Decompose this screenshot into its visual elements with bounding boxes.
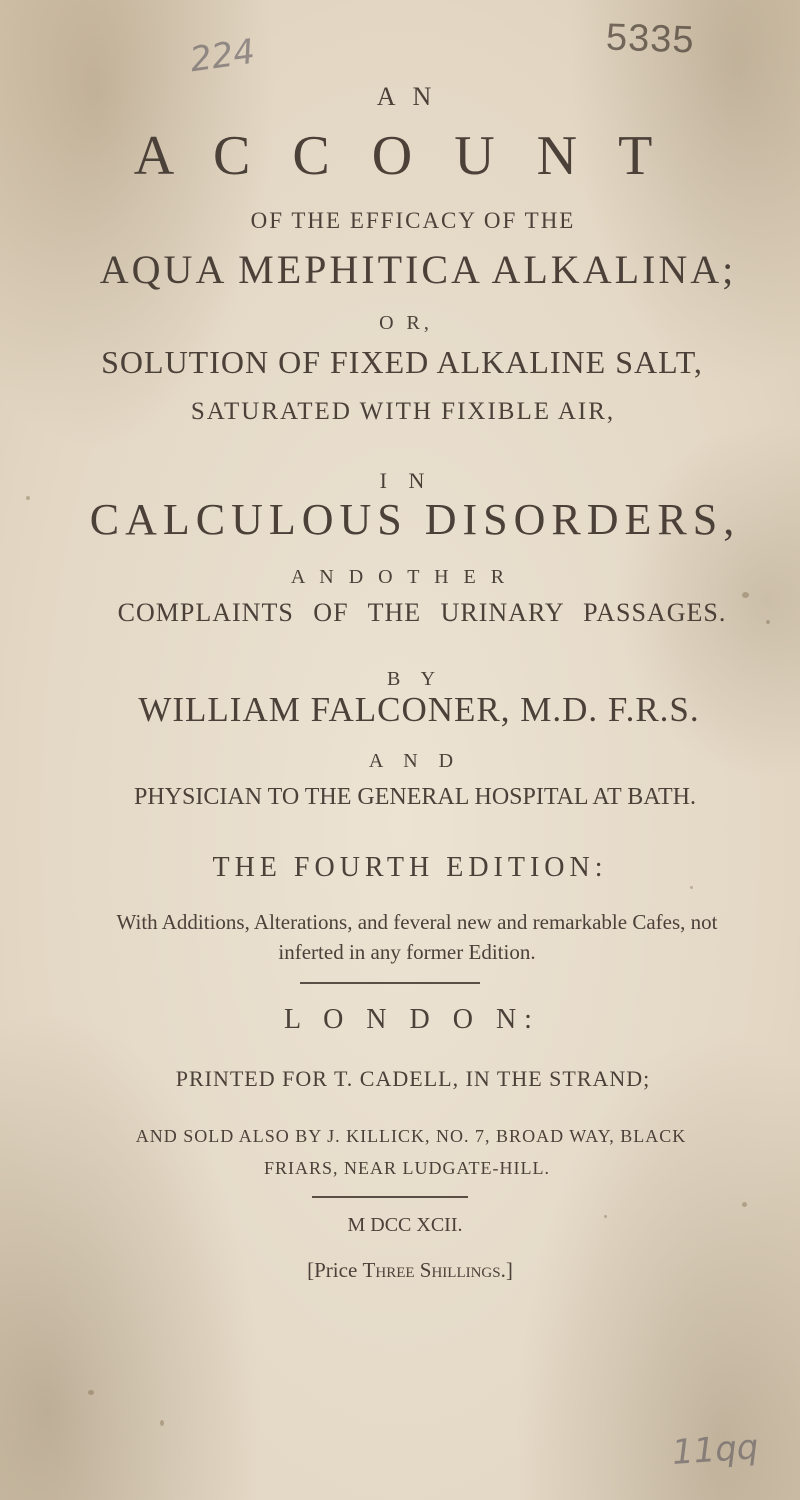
shelf-number-top-right: 5335	[605, 16, 696, 62]
heading-an: A N	[376, 82, 438, 111]
foxing-spot	[690, 886, 693, 889]
foxing-spot	[160, 1420, 164, 1426]
heading-complaints: COMPLAINTS OF THE URINARY PASSAGES.	[117, 598, 727, 627]
price-amount: Three Shillings.	[362, 1258, 506, 1282]
heading-account: A C C O U N T	[133, 125, 667, 187]
heading-and: A N D	[368, 750, 462, 772]
price-close: ]	[505, 1258, 513, 1282]
divider-rule	[300, 982, 480, 984]
heading-aqua-mephitica: AQUA MEPHITICA ALKALINA;	[99, 247, 737, 292]
heading-calculous-disorders: CALCULOUS DISORDERS,	[89, 495, 741, 544]
heading-solution: SOLUTION OF FIXED ALKALINE SALT,	[101, 344, 703, 380]
pencil-annotation-bottom-right: 11qq	[670, 1427, 760, 1473]
pencil-annotation-top-left: 224	[187, 31, 258, 81]
heading-by: B Y	[386, 668, 444, 690]
imprint-sold-line-1: AND SOLD ALSO BY J. KILLICK, NO. 7, BROAD WAY, BLACK	[135, 1126, 687, 1146]
edition-statement: THE FOURTH EDITION:	[212, 852, 608, 883]
imprint-sold-line-2: FRIARS, NEAR LUDGATE-HILL.	[264, 1158, 550, 1178]
heading-saturated: SATURATED WITH FIXIBLE AIR,	[190, 398, 616, 425]
price-line	[0, 1258, 800, 1283]
foxing-spot	[742, 1202, 747, 1207]
author-name: WILLIAM FALCONER, M.D. F.R.S.	[138, 690, 700, 729]
foxing-spot	[88, 1390, 94, 1395]
additions-note-line-1: With Additions, Alterations, and feveral new and remarkable Cafes, not	[116, 910, 718, 934]
heading-in: I N	[379, 468, 433, 493]
heading-or: O R,	[379, 312, 433, 334]
heading-of-the-efficacy: OF THE EFFICACY OF THE	[250, 208, 576, 233]
author-position: PHYSICIAN TO THE GENERAL HOSPITAL AT BATH.	[134, 784, 696, 810]
heading-and-other: A N D O T H E R	[290, 566, 510, 588]
price-open: [Price	[307, 1258, 363, 1282]
imprint-printed-for: PRINTED FOR T. CADELL, IN THE STRAND;	[175, 1066, 651, 1091]
additions-note-line-2: inferted in any former Edition.	[278, 940, 536, 964]
divider-rule	[312, 1196, 468, 1198]
imprint-date: M DCC XCII.	[347, 1214, 463, 1236]
imprint-london: L O N D O N:	[284, 1004, 540, 1035]
